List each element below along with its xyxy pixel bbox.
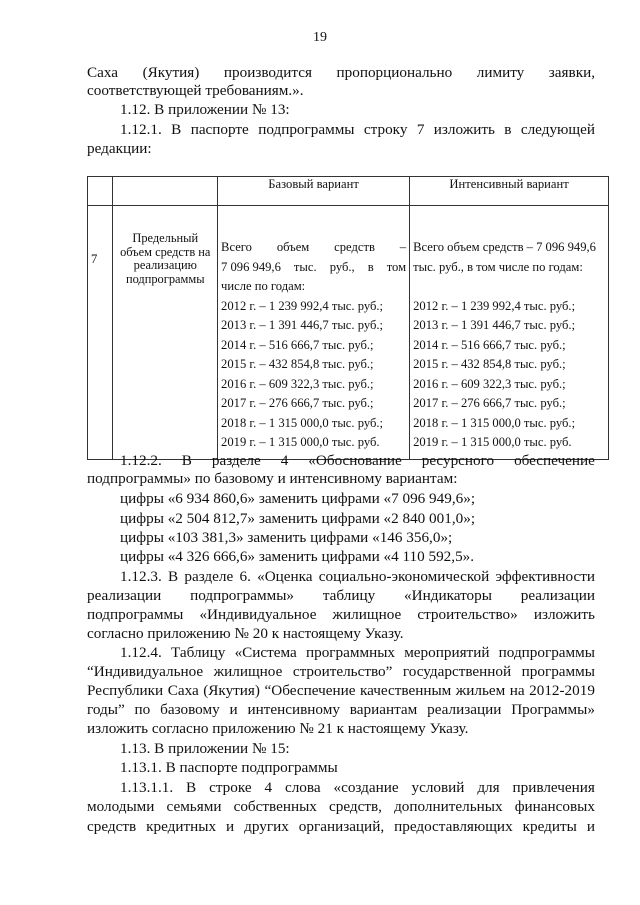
word: на [509, 682, 525, 699]
word: «Индикаторы [404, 587, 492, 604]
word: 1.12.4. [120, 644, 162, 661]
base-intro-line: числе по годам: [221, 279, 306, 293]
text-line: 2019 г. – 1 315 000,0 тыс. руб. [221, 435, 380, 449]
replace-line: цифры «103 381,3» заменить цифрами «146 356,0»; [120, 529, 453, 546]
text-line: объем средств на [120, 244, 211, 259]
word: условий [411, 779, 465, 796]
word: реализации [427, 701, 502, 718]
word: обеспечение [514, 452, 595, 469]
word: и [226, 818, 235, 835]
word: Всего [221, 240, 252, 254]
header-base: Базовый вариант [218, 177, 410, 206]
replace-line: цифры «6 934 860,6» заменить цифрами «7 096 949,6»; [120, 490, 476, 507]
word: 7 [416, 121, 425, 138]
word: в [367, 259, 374, 274]
text-line: 2017 г. – 276 666,7 тыс. руб.; [221, 396, 374, 410]
word: строке [209, 779, 252, 796]
word: жилищное [332, 606, 402, 623]
paragraph-line: 1.13. В приложении № 15: [120, 740, 290, 757]
word: следующей [520, 121, 595, 138]
text-line: 2012 г. – 1 239 992,4 тыс. руб.; [221, 298, 384, 313]
word: по [134, 701, 151, 718]
text-line: 2013 г. – 1 391 446,7 тыс. руб.; [221, 318, 384, 332]
word: В [168, 568, 179, 585]
word: 2012-2019 [529, 682, 595, 699]
word: других [244, 818, 289, 835]
word: Программы» [511, 701, 595, 718]
table-header-row [88, 177, 609, 206]
word: изложить [433, 121, 495, 138]
word: (Якутия) [142, 64, 200, 81]
word: 1.12.2. [120, 452, 162, 469]
word: государственной [402, 663, 512, 680]
word: предоставляющих [394, 818, 513, 835]
word: 4 [280, 452, 289, 469]
word: (Якутия) [203, 682, 260, 699]
word: семьями [166, 798, 222, 815]
text-line: 2013 г. – 1 391 446,7 тыс. руб.; [413, 318, 576, 332]
header-intensive: Интенсивный вариант [410, 177, 609, 206]
word: жилищное [213, 663, 283, 680]
text-line: 2015 г. – 432 854,8 тыс. руб.; [413, 357, 566, 371]
word: «Оценка [257, 568, 313, 585]
word: В [171, 121, 182, 138]
text-line: 2018 г. – 1 315 000,0 тыс. руб.; [413, 415, 576, 430]
paragraph-line [87, 606, 595, 624]
word: 1.12.1. [120, 121, 162, 138]
text-line: 2016 г. – 609 322,3 тыс. руб.; [413, 376, 566, 391]
word: интенсивному [247, 701, 340, 718]
paragraph-line: 1.13.1. В паспорте подпрограммы [120, 759, 338, 776]
word: лимиту [476, 64, 525, 81]
word: молодыми [87, 798, 155, 815]
word: тыс. [293, 259, 317, 274]
word: программных [305, 644, 395, 661]
word: “Обеспечение [264, 682, 356, 699]
replace-line: цифры «2 504 812,7» заменить цифрами «2 840 001,0»; [120, 510, 476, 527]
text-line: 2018 г. – 1 315 000,0 тыс. руб.; [221, 415, 384, 430]
word: ресурсного [421, 452, 495, 469]
table-row [88, 206, 609, 460]
word: привлечения [512, 779, 595, 796]
word: реализации [87, 587, 162, 604]
word: – [399, 240, 407, 254]
word: мероприятий [404, 644, 490, 661]
word: 1.12.3. [120, 568, 162, 585]
word: подпрограммы [498, 644, 595, 661]
word: годы” [87, 701, 125, 718]
word: 7 096 949,6 [221, 259, 281, 274]
word: дополнительных [394, 798, 503, 815]
word: строку [363, 121, 408, 138]
intensive-intro-line: Всего объем средств – 7 096 949,6 [413, 240, 596, 254]
word: Республики [87, 682, 164, 699]
row-name [113, 206, 218, 460]
row-number: 7 [88, 206, 113, 460]
word: средств, [329, 798, 382, 815]
paragraph-line [120, 779, 595, 797]
word: финансовых [514, 798, 595, 815]
paragraph-line [120, 452, 595, 470]
paragraph-line: подпрограммы» по базовому и интенсивному вариантам: [87, 470, 458, 487]
word: заявки, [548, 64, 595, 81]
base-variant-cell [218, 206, 410, 460]
word: средств [334, 240, 375, 254]
text-line: 2019 г. – 1 315 000,0 тыс. руб. [413, 435, 572, 449]
word: и [229, 701, 238, 718]
word: производится [223, 64, 312, 81]
text-line: 2012 г. – 1 239 992,4 тыс. руб.; [413, 298, 576, 313]
intensive-years-list [413, 297, 605, 453]
word: и [586, 818, 595, 835]
page-number: 19 [313, 30, 327, 45]
word: объем [276, 240, 310, 254]
word: В [181, 452, 192, 469]
text-line: Предельный [132, 231, 199, 245]
text-line: подпрограммы [125, 271, 205, 286]
word: вариантам [349, 701, 418, 718]
word: паспорте [190, 121, 249, 138]
paragraph-line [87, 64, 595, 82]
word: 1.13.1.1. [120, 779, 174, 796]
paragraph-line: изложить согласно приложению № 21 к настоящему Указу. [87, 720, 469, 737]
word: руб., [329, 259, 355, 274]
paragraph-line: согласно приложению № 20 к настоящему Указу. [87, 625, 404, 642]
paragraph-line [87, 818, 595, 836]
word: для [477, 779, 500, 796]
paragraph-line: редакции: [87, 140, 152, 157]
paragraph-line [120, 568, 595, 586]
word: таблицу [322, 587, 376, 604]
spacer [413, 277, 605, 297]
word: разделе [211, 452, 261, 469]
word: подпрограммы [87, 606, 184, 623]
text-line: 2014 г. – 516 666,7 тыс. руб.; [221, 337, 374, 352]
text-line: реализацию [133, 258, 197, 272]
word: 6. [239, 568, 251, 585]
text-line: 2017 г. – 276 666,7 тыс. руб.; [413, 396, 566, 410]
word: реализации [520, 587, 595, 604]
word: Саха [87, 64, 119, 81]
text-line: 2016 г. – 609 322,3 тыс. руб.; [221, 376, 374, 391]
replace-line: цифры «4 326 666,6» заменить цифрами «4 110 592,5». [120, 548, 475, 565]
paragraph-line [120, 121, 595, 139]
paragraph-line [87, 663, 595, 681]
word: “Индивидуальное [87, 663, 204, 680]
word: разделе [184, 568, 234, 585]
base-intro-line [221, 258, 406, 278]
text-line: 2014 г. – 516 666,7 тыс. руб.; [413, 337, 566, 352]
word: пропорционально [336, 64, 453, 81]
base-intro-line [221, 238, 406, 258]
word: средств [87, 818, 137, 835]
word: эффективности [495, 568, 595, 585]
word: 4 [264, 779, 273, 796]
word: том [386, 259, 407, 274]
word: изложить [533, 606, 595, 623]
word: программы [521, 663, 595, 680]
word: «Индивидуальное [199, 606, 317, 623]
header-cell-empty [88, 177, 113, 206]
intensive-variant-cell [410, 206, 609, 460]
word: подпрограммы» [190, 587, 294, 604]
word: в [504, 121, 512, 138]
paragraph-line [120, 644, 595, 662]
base-years-list [221, 297, 406, 453]
word: организаций, [298, 818, 385, 835]
word: «Обоснование [308, 452, 402, 469]
word: собственных [233, 798, 317, 815]
word: кредиты [522, 818, 577, 835]
paragraph-line [87, 701, 595, 719]
word: «Система [234, 644, 297, 661]
word: Таблицу [170, 644, 226, 661]
header-cell-empty [113, 177, 218, 206]
passport-table [87, 176, 609, 460]
word: Саха [167, 682, 199, 699]
word: строительство» [417, 606, 518, 623]
word: подпрограммы [258, 121, 355, 138]
word: В [186, 779, 197, 796]
paragraph-line [87, 587, 595, 605]
word: жильем [455, 682, 506, 699]
text-line: 2015 г. – 432 854,8 тыс. руб.; [221, 357, 374, 371]
word: «создание [333, 779, 399, 796]
word: социально-экономической [318, 568, 490, 585]
word: слова [284, 779, 321, 796]
paragraph-line [87, 682, 595, 700]
intensive-intro-line: тыс. руб., в том числе по годам: [413, 259, 583, 274]
word: базовому [160, 701, 220, 718]
word: кредитных [146, 818, 217, 835]
paragraph-line: соответствующей требованиям.». [87, 82, 304, 99]
word: строительство” [292, 663, 393, 680]
paragraph-line [87, 798, 595, 816]
paragraph-line: 1.12. В приложении № 13: [120, 101, 290, 118]
word: качественным [359, 682, 452, 699]
